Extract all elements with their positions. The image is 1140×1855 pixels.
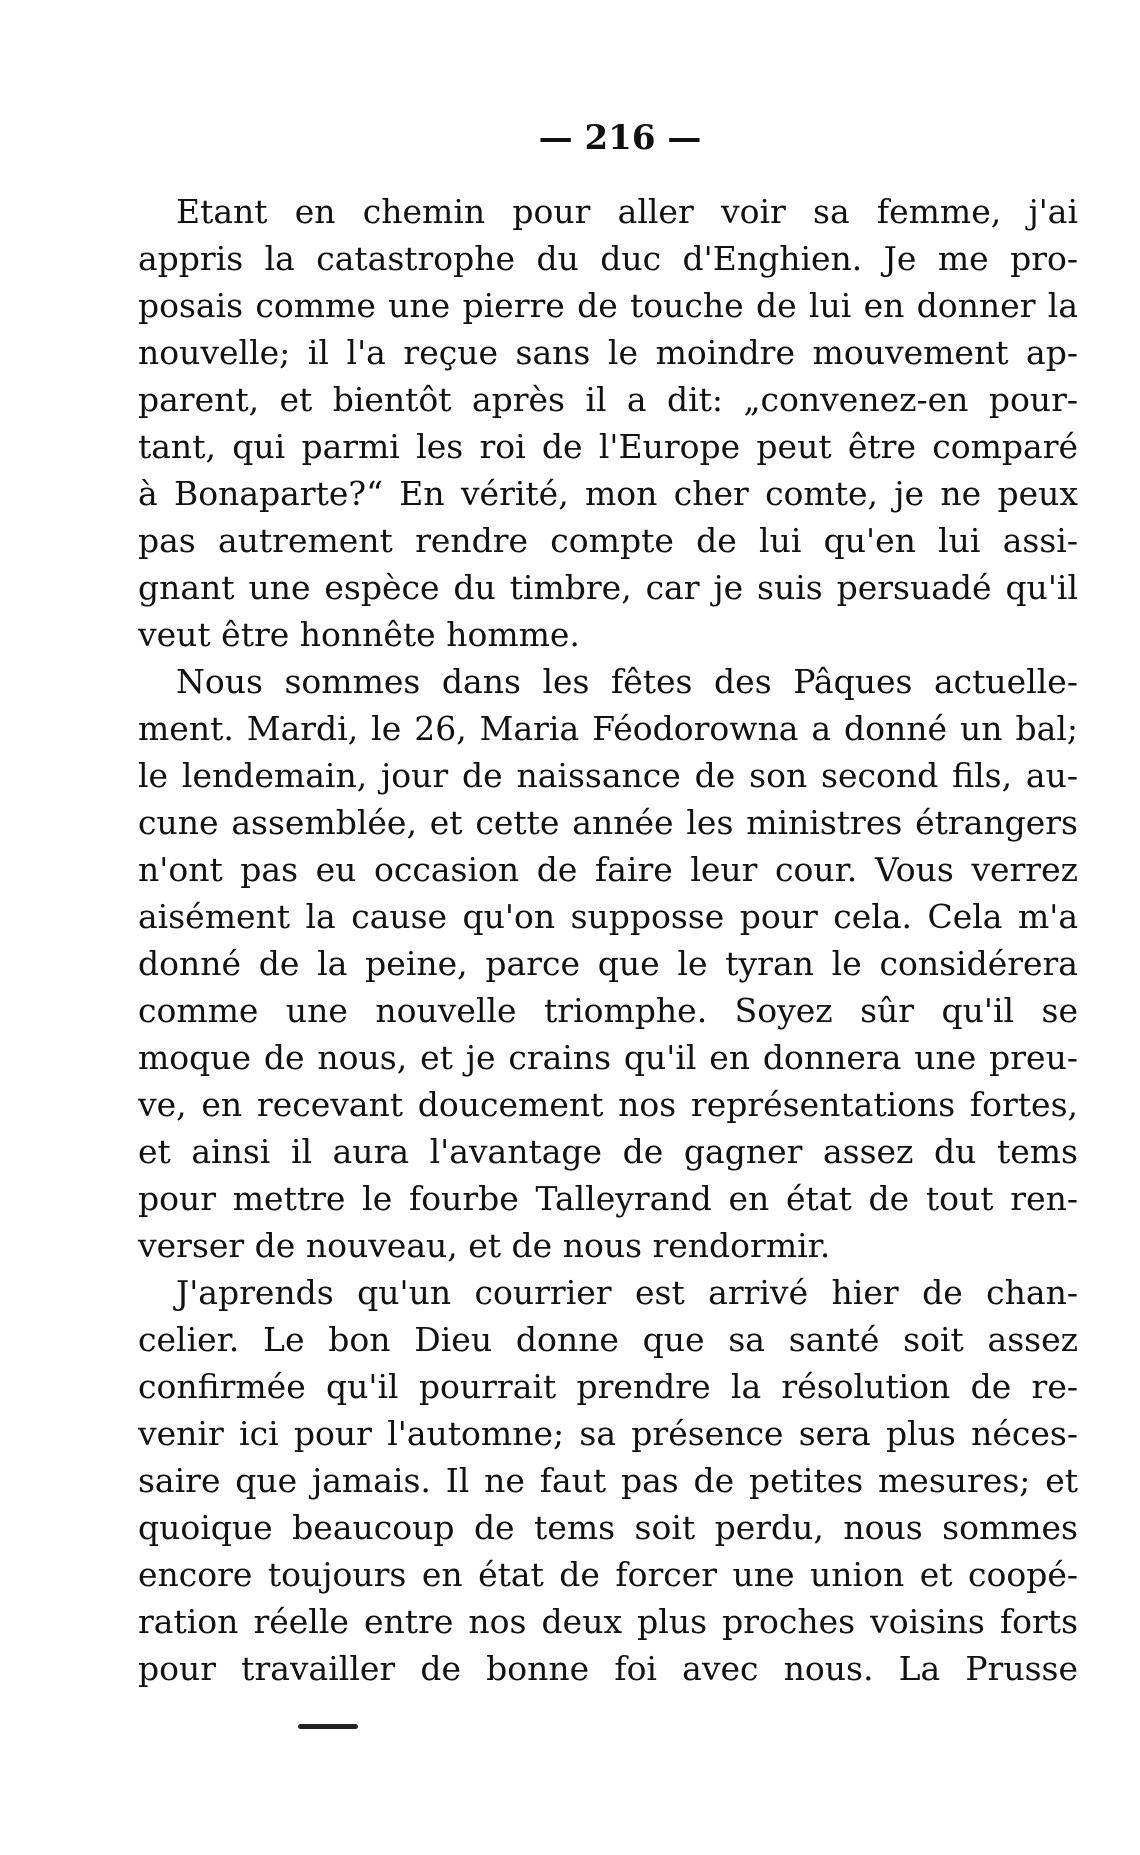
text-line: pour travailler de bonne foi avec nous. La Prusse [138, 1649, 1078, 1688]
body-text [138, 188, 1078, 1692]
text-line: posais comme une pierre de touche de lui en donner la [138, 286, 1078, 325]
text-line: ve, en recevant doucement nos représentations fortes, [138, 1085, 1078, 1124]
text-line: Nous sommes dans les fêtes des Pâques actuelle- [176, 662, 1078, 701]
text-line: verser de nouveau, et de nous rendormir. [138, 1226, 831, 1265]
text-line: appris la catastrophe du duc d'Enghien. Je me pro- [138, 239, 1078, 278]
text-line: celier. Le bon Dieu donne que sa santé soit assez [138, 1320, 1078, 1359]
text-line: cune assemblée, et cette année les ministres étrangers [138, 803, 1078, 842]
text-line: moque de nous, et je crains qu'il en donnera une preu- [138, 1038, 1078, 1077]
text-line: ment. Mardi, le 26, Maria Féodorowna a donné un bal; [138, 709, 1078, 748]
text-line: ration réelle entre nos deux plus proches voisins forts [138, 1602, 1078, 1641]
text-line: encore toujours en état de forcer une union et coopé- [138, 1555, 1078, 1594]
text-line: veut être honnête homme. [138, 615, 580, 654]
text-line: à Bonaparte?“ En vérité, mon cher comte, je ne peux [138, 474, 1078, 513]
ink-smudge [298, 1724, 358, 1729]
text-line: venir ici pour l'automne; sa présence sera plus néces- [138, 1414, 1078, 1453]
text-line: saire que jamais. Il ne faut pas de petites mesures; et [138, 1461, 1078, 1500]
text-line: parent, et bientôt après il a dit: „convenez-en pour- [138, 380, 1078, 419]
text-line: J'aprends qu'un courrier est arrivé hier de chan- [176, 1273, 1078, 1312]
text-line: aisément la cause qu'on supposse pour cela. Cela m'a [138, 897, 1078, 936]
text-line: comme une nouvelle triomphe. Soyez sûr qu'il se [138, 991, 1078, 1030]
text-line: et ainsi il aura l'avantage de gagner assez du tems [138, 1132, 1078, 1171]
text-line: pour mettre le fourbe Talleyrand en état de tout ren- [138, 1179, 1078, 1218]
text-line: nouvelle; il l'a reçue sans le moindre mouvement ap- [138, 333, 1078, 372]
text-line: confirmée qu'il pourrait prendre la résolution de re- [138, 1367, 1078, 1406]
text-line: quoique beaucoup de tems soit perdu, nous sommes [138, 1508, 1078, 1547]
text-line: Etant en chemin pour aller voir sa femme, j'ai [176, 192, 1078, 231]
text-line: n'ont pas eu occasion de faire leur cour. Vous verrez [138, 850, 1078, 889]
text-line: le lendemain, jour de naissance de son second fils, au- [138, 756, 1078, 795]
text-line: pas autrement rendre compte de lui qu'en lui assi- [138, 521, 1078, 560]
text-line: donné de la peine, parce que le tyran le considérera [138, 944, 1078, 983]
page-number: — 216 — [538, 118, 702, 158]
text-line: gnant une espèce du timbre, car je suis persuadé qu'il [138, 568, 1078, 607]
text-line: tant, qui parmi les roi de l'Europe peut être comparé [138, 427, 1078, 466]
